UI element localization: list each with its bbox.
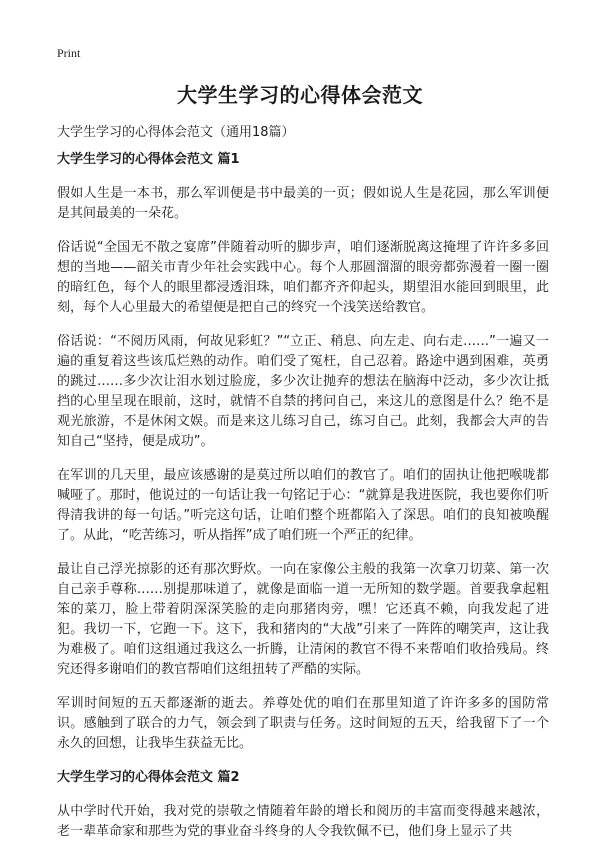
paragraph: 最让自己浮光掠影的还有那次野炊。一向在家像公主般的我第一次拿刀切菜、第一次自己亲手尊称……别提那味道了，就像是面临一道一无所知的数学题。首要我拿起粗笨的菜刀，脸上带着阴深深笑脸的走向那猪肉旁，嘿！它还真不赖，向我发起了进犯。我切一下，它跑一下。这下，我和猪肉的“大战”引来了一阵阵的嘲笑声，这让我为难极了。咱们这组通过我这么一折腾，让清闲的教官不得不来帮咱们收拾残局。终究还得多谢咱们的教官帮咱们这组扭转了严酷的实际。 — [57, 562, 549, 677]
document-title: 大学生学习的心得体会范文 — [177, 83, 423, 107]
section-heading-1: 大学生学习的心得体会范文 篇1 — [57, 152, 240, 167]
paragraph: 俗话说：“不阅历风雨，何故见彩虹？”“立正、稍息、向左走、向右走……”一遍又一遍的重复着这些该瓜烂熟的动作。咱们受了冤枉，自己忍着。路途中遇到困难，英勇的跳过……多少次让泪水划过脸庞，多少次让抛弃的想法在脑海中泛动，多少次让抵挡的心里呈现在眼前，这时，就情不自禁的拷问自己，来这儿的意图是什么？绝不是观光旅游，不是休闲文娱。而是来这儿练习自己，练习自己。此刻，我都会大声的告知自己“坚持，便是成功”。 — [57, 334, 549, 449]
print-link[interactable]: Print — [57, 46, 81, 60]
paragraph: 军训时间短的五天都逐渐的逝去。养尊处优的咱们在那里知道了许许多多的国防常识。感触到了联合的力气，领会到了职责与任务。这时间短的五天，给我留下了一个永久的回想，让我毕生获益无比。 — [57, 696, 549, 751]
section-heading-2: 大学生学习的心得体会范文 篇2 — [57, 770, 240, 785]
paragraph: 在军训的几天里，最应该感谢的是莫过所以咱们的教官了。咱们的固执让他把喉咙都喊哑了。那时，他说过的一句话让我一句铭记于心：“就算是我进医院，我也要你们听得清我讲的每一句话。”听完这句话，让咱们整个班都陷入了深思。咱们的良知被唤醒了。从此，“吃苦练习，听从指挥”成了咱们班一个严正的纪律。 — [57, 468, 549, 543]
paragraph: 俗话说“全国无不散之宴席”伴随着动听的脚步声，咱们逐渐脱离这掩埋了许许多多回想的当地——韶关市青少年社会实践中心。每个人那圆溜溜的眼旁都弥漫着一圈一圈的暗红色，每个人的眼里都浸透泪珠，咱们都齐齐仰起头，期望泪水能回到眼里，此刻，每个人心里最大的希望便是把自己的终究一个浅笑送给教官。 — [57, 240, 549, 315]
paragraph: 假如人生是一本书，那么军训便是书中最美的一页；假如说人生是花园，那么军训便是其间最美的一朵花。 — [57, 186, 549, 221]
document-body — [57, 150, 549, 856]
paragraph: 从中学时代开始，我对党的崇敬之情随着年龄的增长和阅历的丰富而变得越来越浓，老一辈革命家和那些为党的事业奋斗终身的人令我钦佩不已，他们身上显示了共 — [57, 804, 549, 839]
document-subtitle: 大学生学习的心得体会范文（通用18篇） — [57, 125, 295, 140]
